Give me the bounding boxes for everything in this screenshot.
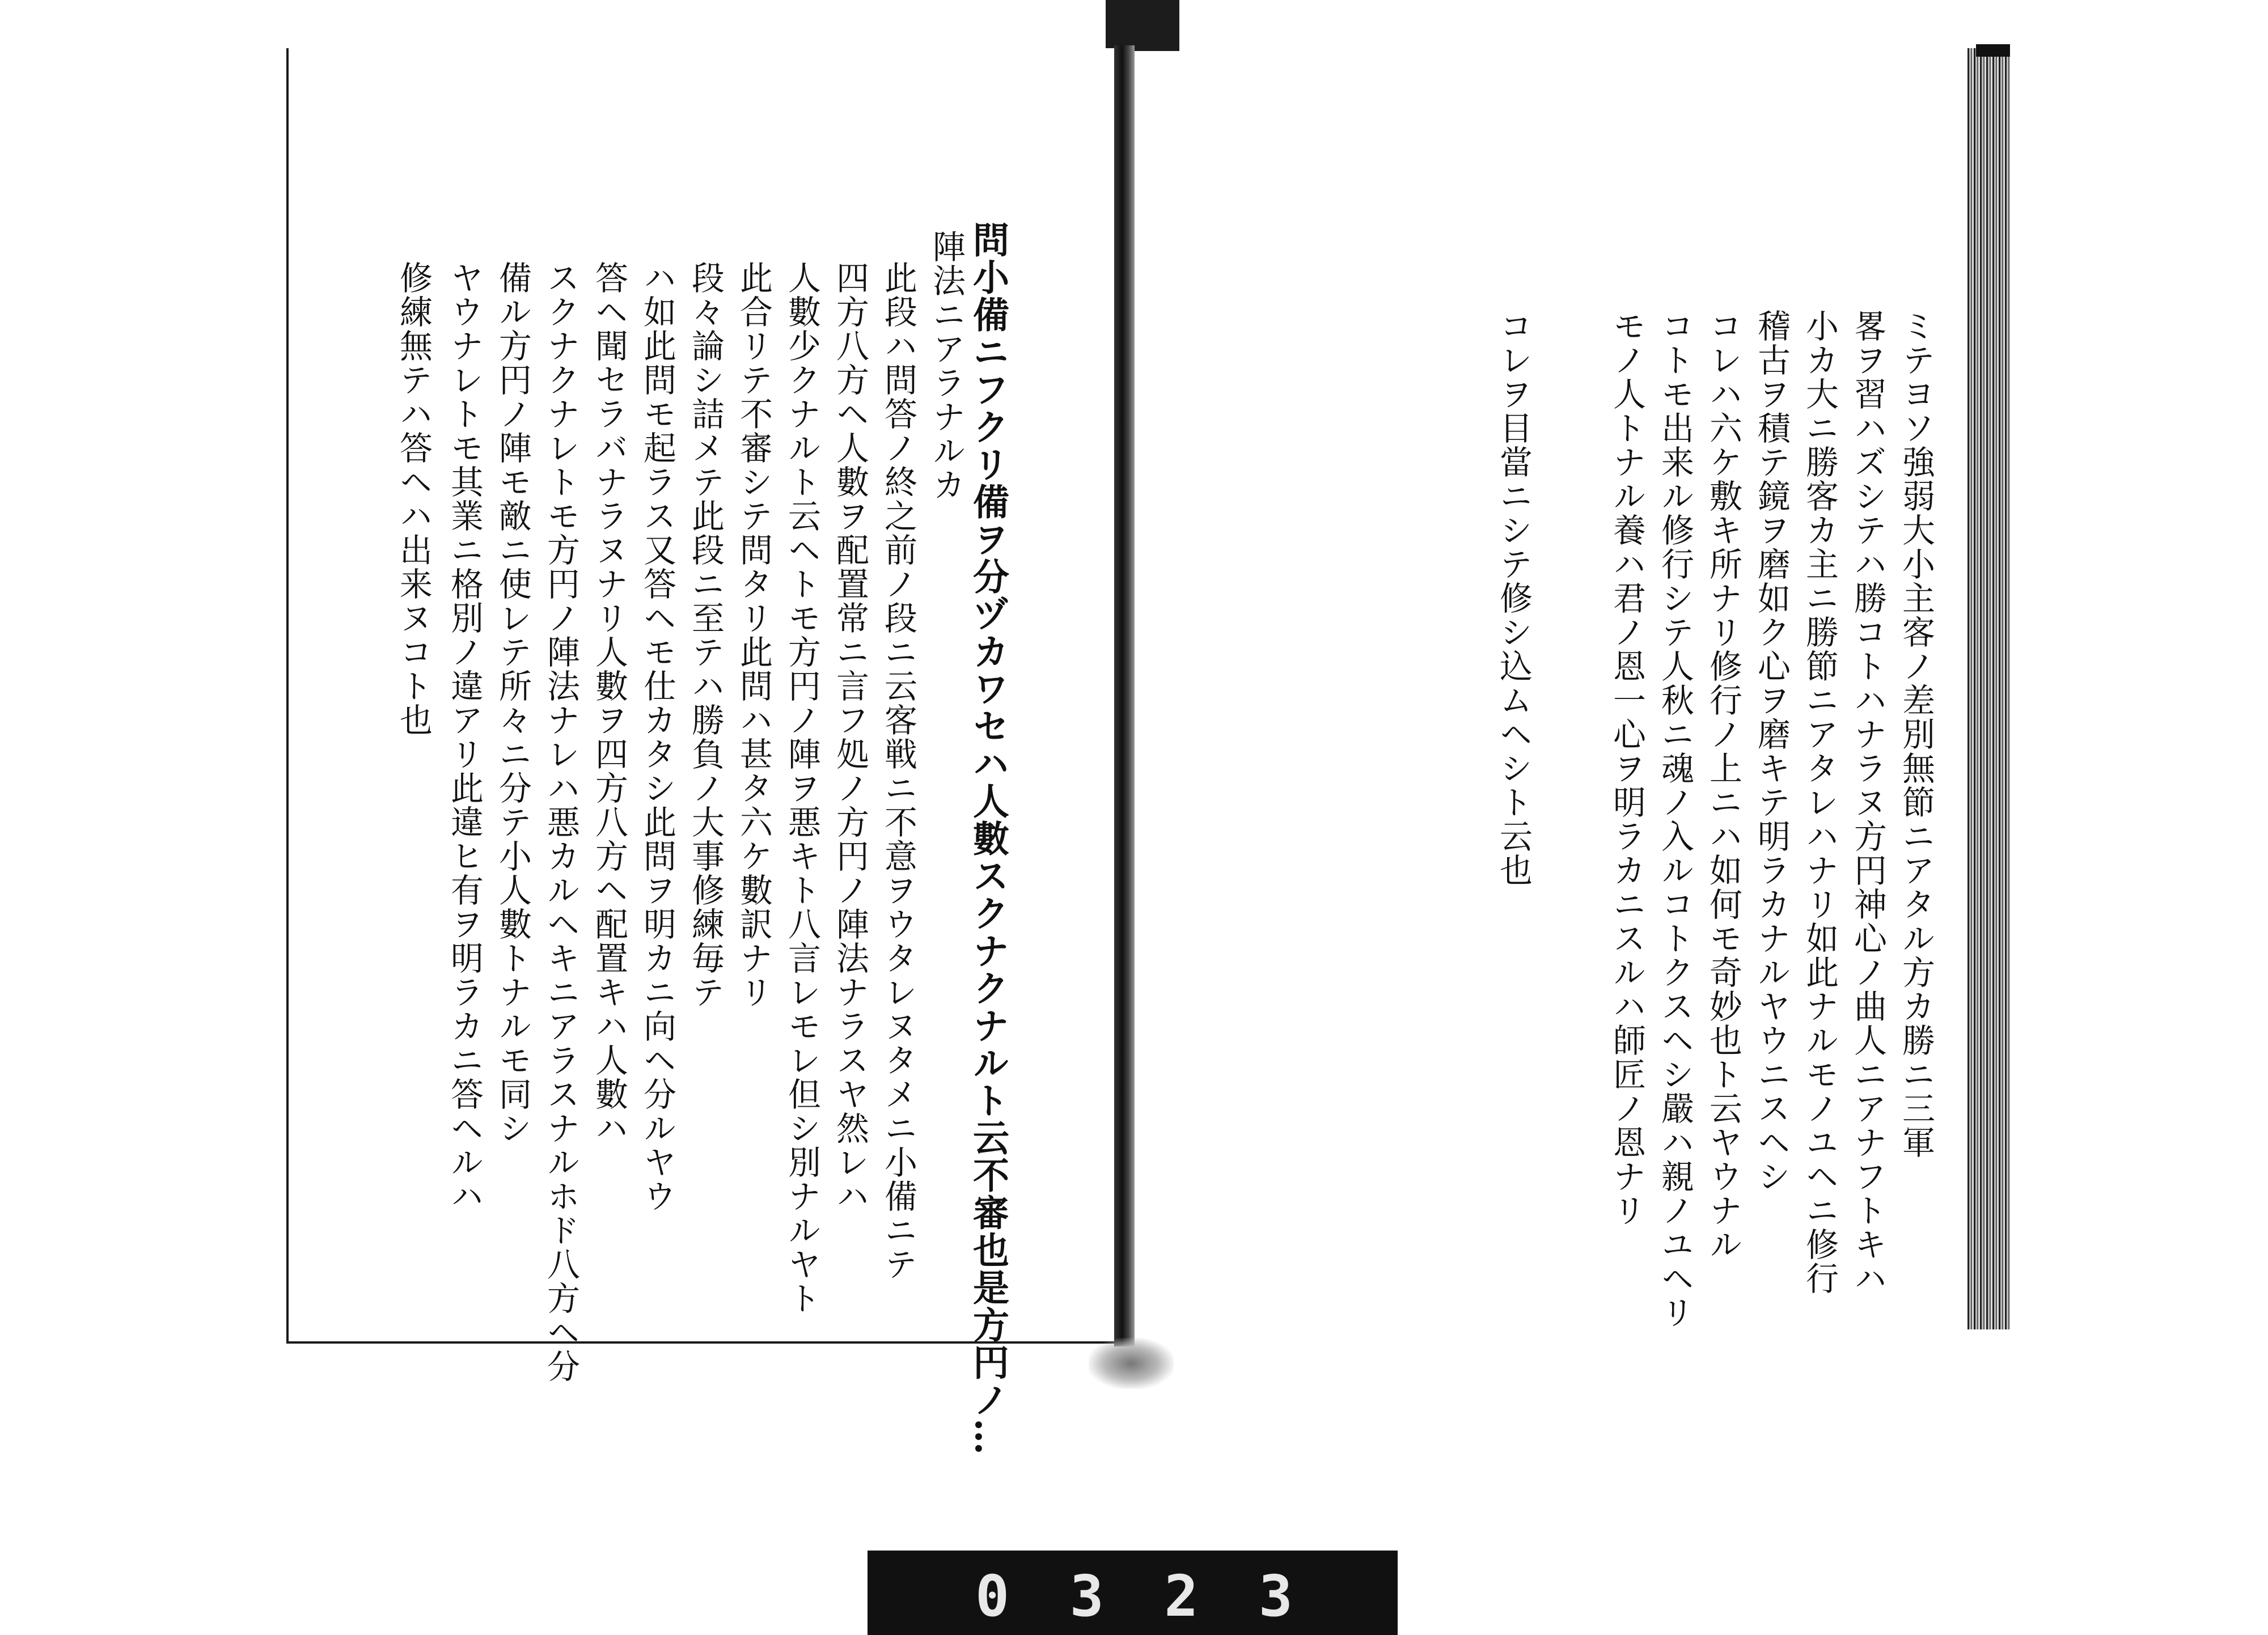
left-column-5: 人數少クナルト云ヘトモ方円ノ陣ヲ悪キト八言レモレ但シ別ナルヤト — [782, 261, 821, 1315]
right-column-6: コトモ出来ル修行シテ人秋ニ魂ノ入ルコトクスヘシ嚴ハ親ノユヘリ — [1656, 309, 1694, 1329]
left-column-7: 段々論シ詰メテ此段ニ至テハ勝負ノ大事修練毎テ — [686, 261, 725, 1009]
right-column-2: 畧ヲ習ハズシテハ勝コトハナラヌ方円神心ノ曲人ニアナフトキハ — [1848, 309, 1887, 1295]
right-column-5: コレハ六ケ敷キ所ナリ修行ノ上ニハ如何モ奇妙也ト云ヤウナル — [1704, 309, 1742, 1261]
right-column-4: 稽古ヲ積テ鏡ヲ磨如ク心ヲ磨キテ明ラカナルヤウニスヘシ — [1752, 309, 1791, 1193]
stamp-digit: 0 — [975, 1562, 1010, 1629]
left-column-12: ヤウナレトモ其業ニ格別ノ違アリ此違ヒ有ヲ明ラカニ答ヘルハ — [445, 261, 484, 1213]
right-page-edge-cap — [1976, 44, 2010, 57]
right-column-7: モノ人トナル養ハ君ノ恩一心ヲ明ラカニスルハ師匠ノ恩ナリ — [1607, 309, 1646, 1227]
left-column-4: 四方八方ヘ人數ヲ配置常ニ言フ処ノ方円ノ陣法ナラスヤ然レハ — [831, 261, 869, 1213]
stamp-digit: 2 — [1164, 1562, 1199, 1629]
stamp-digit: 3 — [1069, 1562, 1104, 1629]
left-column-6: 此合リテ不審シテ問タリ此問ハ甚タ六ケ數訳ナリ — [734, 261, 773, 1009]
left-column-1: 問小備ニフクリ備ヲ分ヅカワセハ人數スクナクナルト云不審也是方円ノ… — [967, 221, 1009, 1456]
left-column-11: 備ル方円ノ陣モ敵ニ使レテ所々ニ分テ小人數トナルモ同シ — [493, 261, 532, 1145]
spine-smudge — [1089, 1338, 1174, 1389]
spine-shadow — [1114, 45, 1135, 1346]
right-page-edge — [1967, 48, 2010, 1329]
stamp-digit: 3 — [1258, 1562, 1293, 1629]
archive-stamp-number — [975, 1562, 1293, 1629]
left-column-8: ハ如此問モ起ラス又答ヘモ仕カタシ此問ヲ明カニ向ヘ分ルヤウ — [638, 261, 676, 1213]
right-column-1: ミテヨソ強弱大小主客ノ差別無節ニアタル方カ勝ニ三軍 — [1897, 309, 1935, 1159]
left-column-13: 修練無テハ答ヘハ出来ヌコト也 — [394, 261, 433, 737]
right-column-3: 小カ大ニ勝客カ主ニ勝節ニアタレハナリ如此ナルモノユヘニ修行 — [1800, 309, 1839, 1295]
right-column-8: コレヲ目當ニシテ修シ込ムヘシト云也 — [1494, 309, 1533, 887]
spine-top-shadow — [1106, 0, 1179, 51]
left-column-10: スクナクナレトモ方円ノ陣法ナレハ悪カルヘキニアラスナルホド八方ヘ分 — [541, 261, 580, 1383]
left-column-2: 陣法ニアラナルカ — [927, 230, 966, 502]
left-column-9: 答ヘ聞セラバナラヌナリ人數ヲ四方八方ヘ配置キハ人數ハ — [590, 261, 628, 1145]
left-column-3: 此段ハ問答ノ終之前ノ段ニ云客戦ニ不意ヲウタレヌタメニ小備ニテ — [879, 261, 917, 1281]
